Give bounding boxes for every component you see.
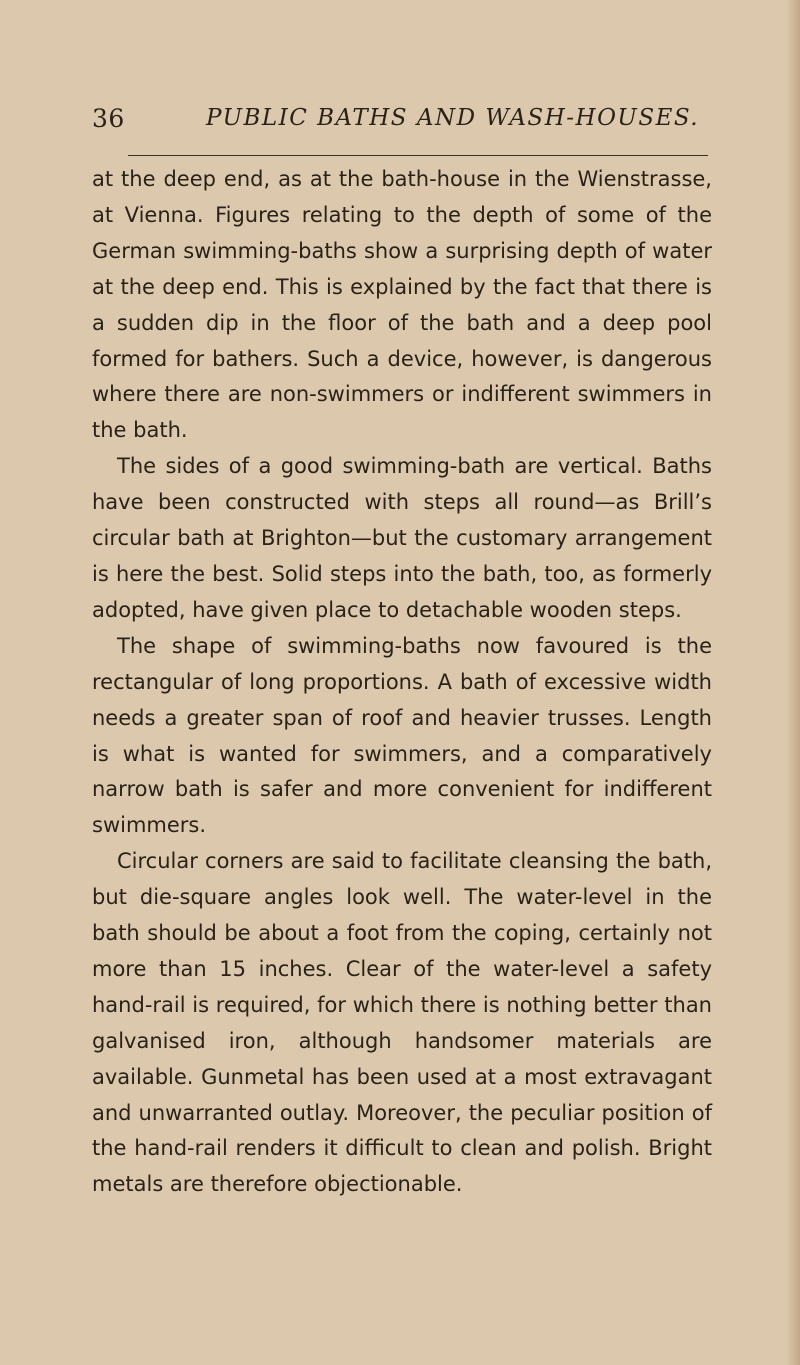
header-rule [128,155,708,156]
body-text [92,162,712,1203]
paragraph-1: at the deep end, as at the bath-house in the Wienstrasse, at Vienna. Figures relating to the depth of some of the German swimming-baths show a surprising depth of water at the deep end. This is explained by the fact that there is a sudden dip in the floor of the bath and a deep pool formed for bathers. Such a device, however, is dangerous where there are non-swimmers or indifferent swimmers in the bath. [92,167,712,443]
paragraph-2: The sides of a good swimming-bath are vertical. Baths have been constructed with steps all round—as Brill’s circular bath at Brighton—but the customary arrangement is here the best. Solid steps into the bath, too, as formerly adopted, have given place to detachable wooden steps. [92,454,712,622]
page-header [92,104,732,140]
paragraph-4: Circular corners are said to facilitate cleansing the bath, but die-square angles look well. The water-level in the bath should be about a foot from the coping, certainly not more than 15 inches. Clear of the water-level a safety hand-rail is required, for which there is nothing better than galvanised iron, although handsomer materials are available. Gunmetal has been used at a most extravagant and unwarranted outlay. Moreover, the peculiar position of the hand-rail renders it difficult to clean and polish. Bright metals are therefore objectionable. [92,849,712,1197]
page-number: 36 [92,104,125,133]
paragraph-3: The shape of swimming-baths now favoured is the rectangular of long proportions. A bath of excessive width needs a greater span of roof and heavier trusses. Length is what is wanted for swimmers, and a comparatively narrow bath is safer and more convenient for indifferent swimmers. [92,633,712,838]
running-head: PUBLIC BATHS AND WASH-HOUSES. [206,105,700,131]
page-edge-shadow [786,0,800,1365]
